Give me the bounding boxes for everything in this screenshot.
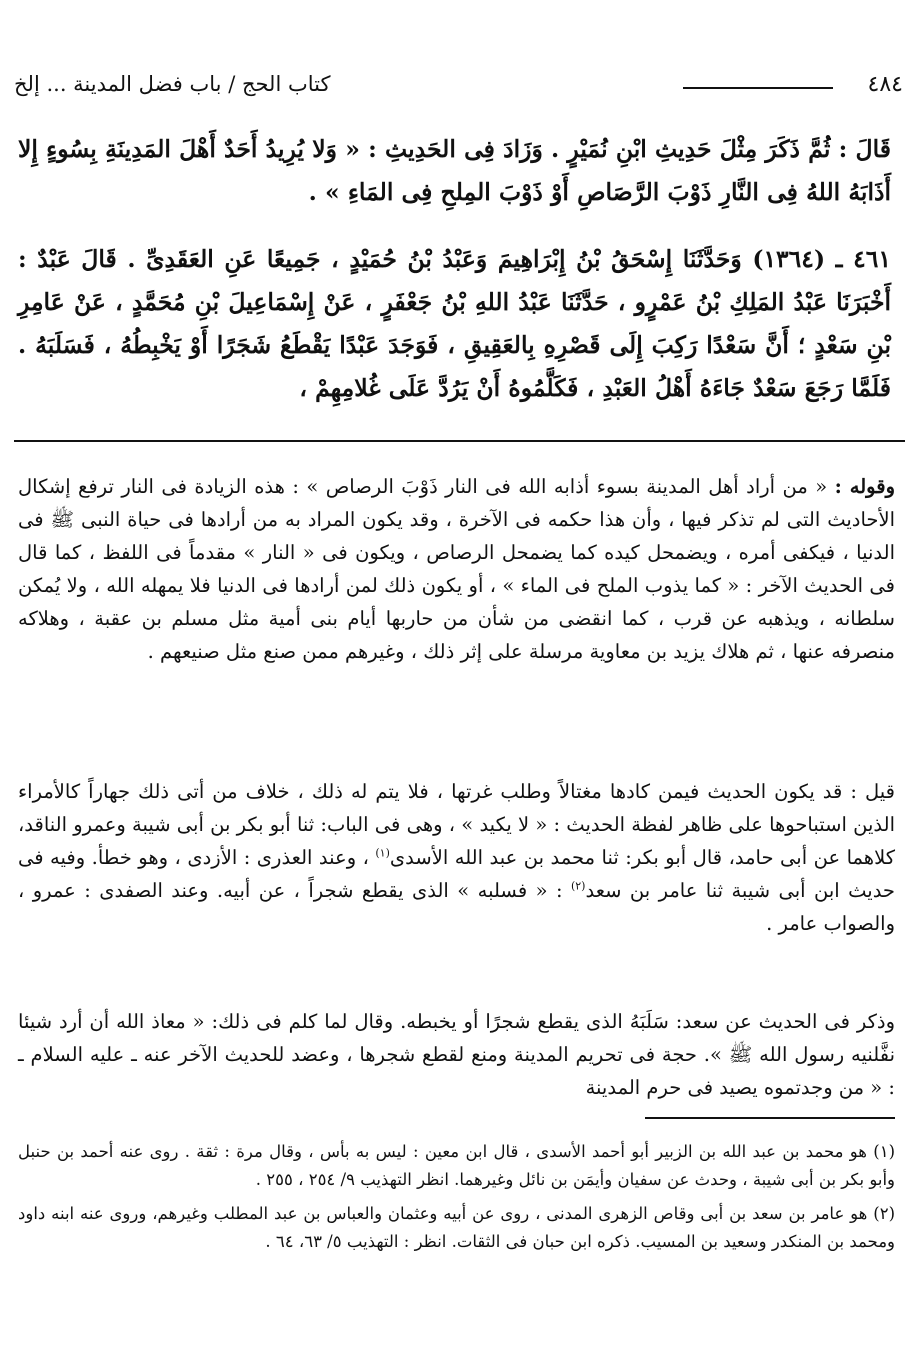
- commentary-paragraph: [18, 775, 895, 940]
- commentary-block-1: [18, 470, 895, 668]
- header-rule: [683, 87, 833, 89]
- page-number: ٤٨٤: [867, 72, 903, 97]
- commentary-text: ، وعند العذرى : الأزدى ، وهو خطأ. وفيه فى حديث ابن أبى شيبة ثنا عامر بن سعد: [18, 846, 895, 902]
- footnotes: [18, 1138, 895, 1262]
- commentary-paragraph: [18, 470, 895, 668]
- commentary-paragraph: وذكر فى الحديث عن سعد: سَلَبَهُ الذى يقطع شجرًا أو يخبطه. وقال لما كلم فى ذلك: « معاذ الله أن أرد شيئا نفَّلنيه رسول الله ﷺ ». حجة فى تحريم المدينة ومنع لقطع شجرها ، وعضد للحديث الآخر عنه ـ عليه السلام ـ : « من وجدتموه يصيد فى حرم المدينة: [18, 1010, 895, 1099]
- footnote-marker-1[interactable]: (١): [375, 846, 390, 860]
- commentary-block-2: [18, 775, 895, 940]
- hadith-paragraph: قَالَ : ثُمَّ ذَكَرَ مِثْلَ حَدِيثِ ابْنِ نُمَيْرٍ . وَزَادَ فِى الحَدِيثِ : « وَلا يُرِيدُ أَحَدٌ أَهْلَ المَدِينَةِ بِسُوءٍ إِلا أَذَابَهُ اللهُ فِى النَّارِ ذَوْبَ الرَّصَاصِ أَوْ ذَوْبَ المِلحِ فِى المَاءِ » .: [18, 135, 891, 206]
- commentary-block-3: [18, 1005, 895, 1104]
- page-header: [14, 64, 903, 104]
- commentary-text: « من أراد أهل المدينة بسوء أذابه الله فى النار ذَوْبَ الرصاص » : هذه الزيادة فى النار ترفع إشكال الأحاديث التى لم تذكر فيها ، وأن هذا حكمه فى الآخرة ، وقد يكون المراد به من أرادها فى حياة النبى ﷺ فى الدنيا ، فيكفى أمره ، ويضمحل كيده كما يضمحل الرصاص ، ويكون فى « النار » مقدماً فى اللفظ ، كما قال فى الحديث الآخر : « كما يذوب الملح فى الماء » ، أو يكون ذلك لمن أرادها فى الدنيا فلا يمهله الله ، ولا يُمكن سلطانه ، ويذهبه عن قرب ، كما انقضى من شأن من حاربها أيام بنى أمية مثل مسلم بن عقبة ، وهلاكه منصرفه عنها ، ثم هلاك يزيد بن معاوية مرسلة على إثر ذلك ، وغيرهم ممن صنع مثل صنيعهم .: [18, 475, 895, 663]
- hadith-text-2: [18, 238, 891, 410]
- commentary-lead: وقوله :: [834, 475, 895, 498]
- hadith-text-1: [18, 128, 891, 214]
- running-title: كتاب الحج / باب فضل المدينة ... إلخ: [14, 72, 331, 96]
- footnote-1: (١) هو محمد بن عبد الله بن الزبير أبو أحمد الأسدى ، قال ابن معين : ليس به بأس ، وقال مرة : ثقة . روى عنه أحمد بن حنبل وأبو بكر بن أبى شيبة ، وحدث عن سفيان وأيمَن بن نائل وغيرهما. انظر التهذيب ٩/ ٢٥٤ ، ٢٥٥ .: [18, 1142, 895, 1189]
- footnote-marker-2[interactable]: (٢): [570, 879, 586, 893]
- commentary-text: قيل : قد يكون الحديث فيمن كادها مغتالاً وطلب غرتها ، فلا يتم له ذلك ، خلاف من أتى ذلك جهاراً كالأمراء الذين استباحوها على ظاهر لفظة الحديث : « لا يكيد » ، وهى فى الباب: ثنا أبو بكر بن أبى شيبة وعمرو الناقد، كلاهما عن أبى حامد، قال أبو بكر: ثنا محمد بن عبد الله الأسدى: [18, 780, 896, 869]
- footnote-divider: [645, 1117, 895, 1119]
- section-divider: [14, 440, 905, 442]
- footnote-2: (٢) هو عامر بن سعد بن أبى وقاص الزهرى المدنى ، روى عن أبيه وعثمان والعباس بن عبد المطلب وغيرهم، وروى عنه ابنه داود ومحمد بن المنكدر وسعيد بن المسيب. ذكره ابن حبان فى الثقات. انظر : التهذيب ٥/ ٦٣، ٦٤ .: [18, 1204, 895, 1251]
- commentary-text: : « فسلبه » الذى يقطع شجراً ، عن أبيه. وعند الصفدى : عمرو ، والصواب عامر .: [18, 879, 895, 935]
- hadith-paragraph: ٤٦١ ـ (١٣٦٤) وَحَدَّثَنَا إِسْحَقُ بْنُ إِبْرَاهِيمَ وَعَبْدُ بْنُ حُمَيْدٍ ، جَمِيعًا عَنِ العَقَدِىِّ . قَالَ عَبْدٌ : أَخْبَرَنَا عَبْدُ المَلِكِ بْنُ عَمْرٍو ، حَدَّثَنَا عَبْدُ اللهِ بْنُ جَعْفَرٍ ، عَنْ إِسْمَاعِيلَ بْنِ مُحَمَّدٍ ، عَنْ عَامِرِ بْنِ سَعْدٍ ؛ أَنَّ سَعْدًا رَكِبَ إِلَى قَصْرِهِ بِالعَقِيقِ ، فَوَجَدَ عَبْدًا يَقْطَعُ شَجَرًا أَوْ يَخْبِطُهُ ، فَسَلَبَهُ . فَلَمَّا رَجَعَ سَعْدٌ جَاءَهُ أَهْلُ العَبْدِ ، فَكَلَّمُوهُ أَنْ يَرُدَّ عَلَى غُلامِهِمْ ،: [18, 245, 891, 402]
